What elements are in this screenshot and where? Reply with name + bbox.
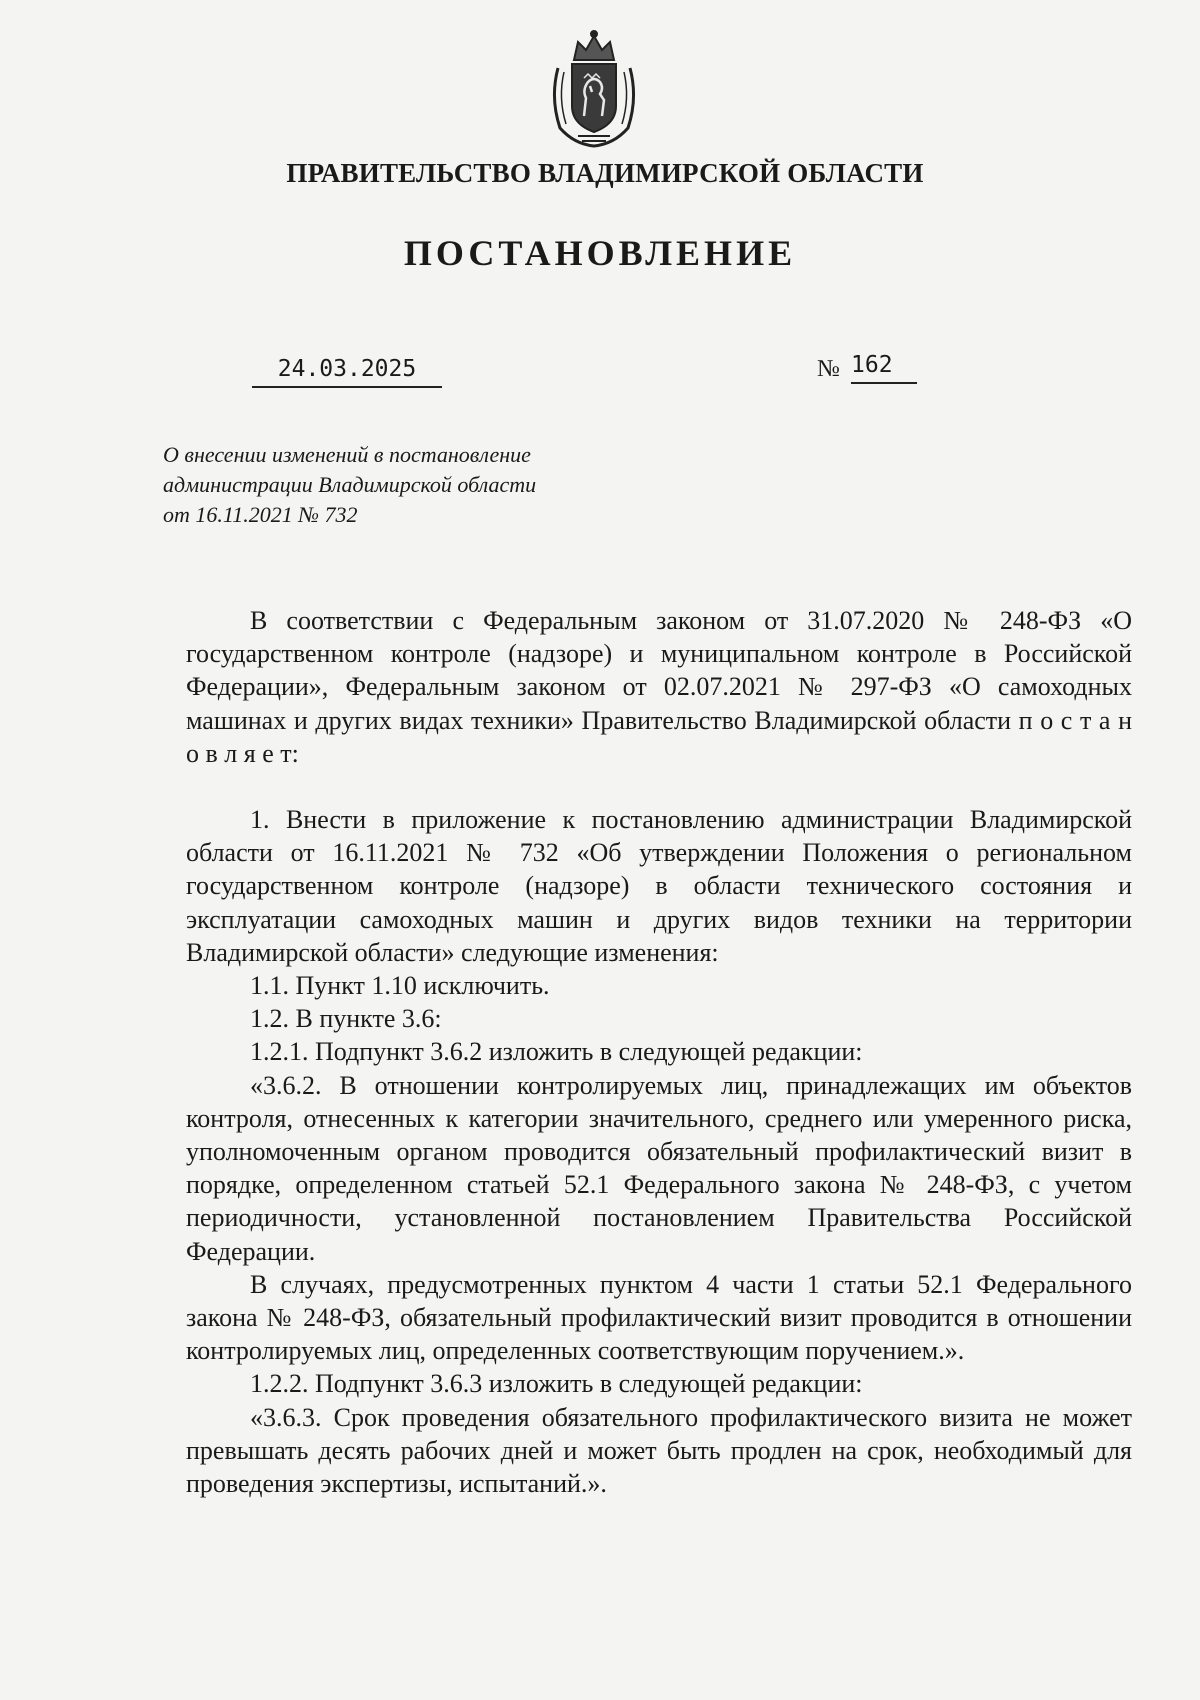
document-type-title: ПОСТАНОВЛЕНИЕ [403,233,797,273]
body-paragraph: 1. Внести в приложение к постановлению администрации Владимирской области от 16.11.2021 № 732 «Об утверждении Положения о региональном государственном контроле (надзоре) в области технического состояния и эксплуатации самоходных машин и других видов техники на территории Владимирской области» следующие изменения: [186,805,1132,967]
body-paragraph: 1.1. Пункт 1.10 исключить. [250,971,550,1001]
body-paragraph: «3.6.3. Срок проведения обязательного профилактического визита не может превышать десять рабочих дней и может быть продлен на срок, необходимый для проведения экспертизы, испытаний.». [186,1402,1132,1499]
government-name: ПРАВИТЕЛЬСТВО ВЛАДИМИРСКОЙ ОБЛАСТИ [286,158,924,188]
document-number: 162 [851,352,917,384]
subject-line: от 16.11.2021 № 732 [163,502,358,527]
document-number-label: № [817,356,840,382]
preamble-paragraph: В соответствии с Федеральным законом от 31.07.2020 № 248-ФЗ «О государственном контроле (надзоре) и муниципальном контроле в Российской Федерации», Федеральным законом от 02.07.2021 № 297-ФЗ «О самоходных машинах и других видах техники» Правительство Владимирской области п о с т а н о в л я е т: [186,606,1132,768]
body-paragraph: 1.2.2. Подпункт 3.6.3 изложить в следующей редакции: [250,1369,863,1399]
subject-line: О внесении изменений в постановление [163,442,531,467]
document-date: 24.03.2025 [252,356,442,388]
document-subject [163,440,593,530]
body-paragraph: 1.2. В пункте 3.6: [250,1004,442,1034]
subject-line: администрации Владимирской области [163,472,537,497]
document-body [186,604,1132,1500]
coat-of-arms-icon [544,28,644,150]
body-paragraph: «3.6.2. В отношении контролируемых лиц, принадлежащих им объектов контроля, отнесенных к категории значительного, среднего или умеренного риска, уполномоченным органом проводится обязательный профилактический визит в порядке, определенном статьей 52.1 Федерального закона № 248-ФЗ, с учетом периодичности, установленной постановлением Правительства Российской Федерации. [186,1070,1132,1266]
body-paragraph: 1.2.1. Подпункт 3.6.2 изложить в следующей редакции: [250,1037,863,1067]
body-paragraph: В случаях, предусмотренных пунктом 4 части 1 статьи 52.1 Федерального закона № 248-ФЗ, обязательный профилактический визит проводится в отношении контролируемых лиц, определенных соответствующим поручением.». [186,1269,1132,1366]
